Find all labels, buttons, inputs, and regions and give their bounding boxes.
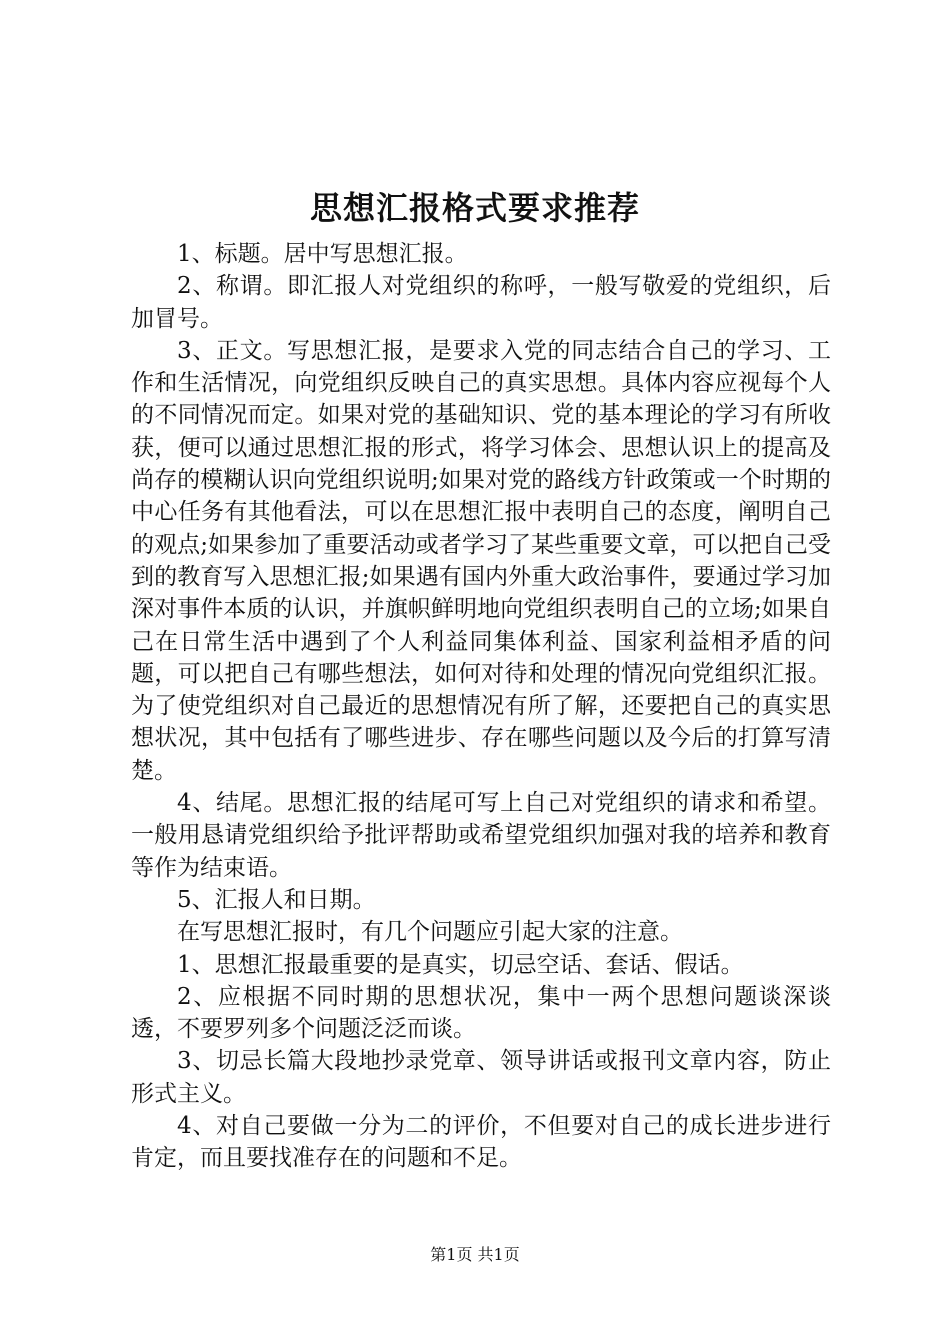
paragraph-note-3: 3、切忌长篇大段地抄录党章、领导讲话或报刊文章内容，防止形式主义。 xyxy=(131,1048,831,1107)
paragraph-note-1: 1、思想汇报最重要的是真实，切忌空话、套话、假话。 xyxy=(177,951,744,978)
paragraph-body-rule: 3、正文。写思想汇报，是要求入党的同志结合自己的学习、工作和生活情况，向党组织反映自己的真实思想。具体内容应视每个人的不同情况而定。如果对党的基础知识、党的基本理论的学习有所收获，便可以通过思想汇报的形式，将学习体会、思想认识上的提高及尚存的模糊认识向党组织说明;如果对党的路线方针政策或一个时期的中心任务有其他看法，可以在思想汇报中表明自己的态度，阐明自己的观点;如果参加了重要活动或者学习了某些重要文章，可以把自己受到的教育写入思想汇报;如果遇有国内外重大政治事件，要通过学习加深对事件本质的认识，并旗帜鲜明地向党组织表明自己的立场;如果自己在日常生活中遇到了个人利益同集体利益、国家利益相矛盾的问题，可以把自己有哪些想法，如何对待和处理的情况向党组织汇报。为了使党组织对自己最近的思想情况有所了解，还要把自己的真实思想状况，其中包括有了哪些进步、存在哪些问题以及今后的打算写清楚。 xyxy=(131,337,831,784)
paragraph-notes-intro: 在写思想汇报时，有几个问题应引起大家的注意。 xyxy=(177,919,683,946)
paragraph-salutation-rule: 2、称谓。即汇报人对党组织的称呼，一般写敬爱的党组织，后加冒号。 xyxy=(131,273,831,332)
page-number-footer: 第1页 共1页 xyxy=(430,1245,520,1264)
paragraph-note-4: 4、对自己要做一分为二的评价，不但要对自己的成长进步进行肯定，而且要找准存在的问题和不足。 xyxy=(131,1113,831,1172)
paragraph-signature-rule: 5、汇报人和日期。 xyxy=(177,886,376,913)
paragraph-title-rule: 1、标题。居中写思想汇报。 xyxy=(177,241,468,267)
paragraph-ending-rule: 4、结尾。思想汇报的结尾可写上自己对党组织的请求和希望。一般用恳请党组织给予批评帮助或希望党组织加强对我的培养和教育等作为结束语。 xyxy=(131,790,831,881)
document-title: 思想汇报格式要求推荐 xyxy=(309,189,640,227)
paragraph-note-2: 2、应根据不同时期的思想状况，集中一两个思想问题谈深谈透，不要罗列多个问题泛泛而谈。 xyxy=(131,983,831,1043)
document-body xyxy=(131,238,831,1175)
